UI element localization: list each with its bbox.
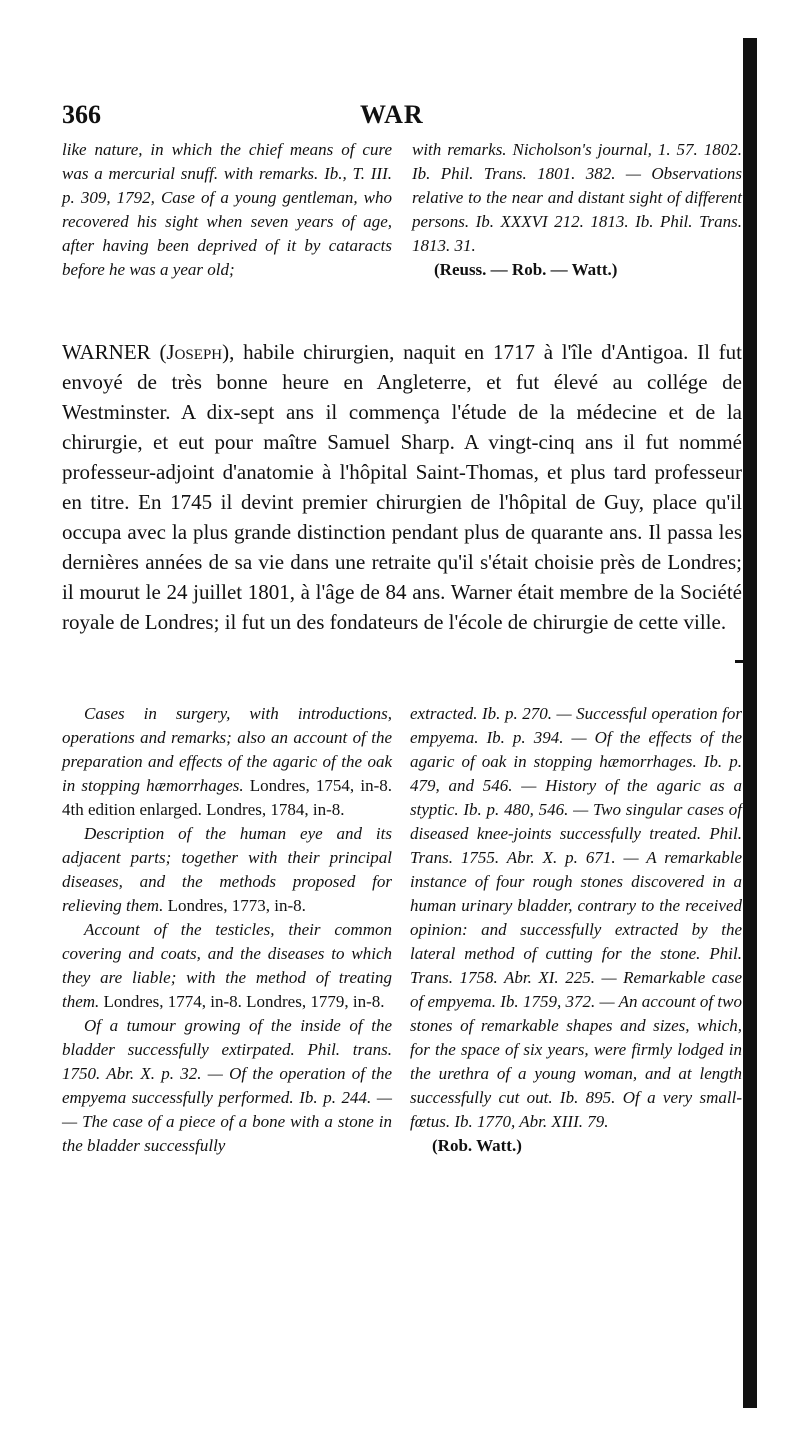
biography-given-name: (Joseph)	[159, 340, 230, 364]
top-right-column	[412, 138, 742, 282]
entry-title: Account of the testicles, their common covering and coats, and the diseases to which they are liable; with the method of treating them.	[62, 920, 392, 1011]
bottom-right-column	[410, 702, 742, 1158]
bibliography-entry	[62, 702, 392, 822]
entry-publication: Londres, 1754, in-8. 4th edition enlarged. Londres, 1784, in-8.	[62, 776, 392, 819]
top-right-text: with remarks. Nicholson's journal, 1. 57. 1802. Ib. Phil. Trans. 1801. 382. — Observations relative to the near and distant sight of different persons. Ib. XXXVI 212. 1813. Ib. Phil. Trans. 1813. 31.	[412, 140, 742, 255]
entry-publication: Londres, 1774, in-8. Londres, 1779, in-8.	[99, 992, 385, 1011]
top-right-credit: (Reuss. — Rob. — Watt.)	[434, 260, 618, 279]
entry-title: Of a tumour growing of the inside of the bladder successfully extirpated. Phil. trans. 1750. Abr. X. p. 32. — Of the operation of the empyema successfully performed. Ib. p. 244. — — The case of a piece of a bone with a stone in the bladder successfully	[62, 1016, 392, 1155]
biography-name: WARNER	[62, 340, 151, 364]
bottom-right-text: extracted. Ib. p. 270. — Successful operation for empyema. Ib. p. 394. — Of the effects of the agaric of oak in stopping hæmorrhages. Ib. p. 479, and 546. — History of the agaric as a styptic. Ib. p. 480, 546. — Two singular cases of diseased knee-joints successfully treated. Phil. Trans. 1755. Abr. X. p. 671. — A remarkable instance of four rough stones discovered in a human urinary bladder, contrary to the received opinion: and successfully extracted by the lateral method of cutting for the stone. Phil. Trans. 1758. Abr. XI. 225. — Remarkable case of empyema. Ib. 1759, 372. — An account of two stones of remarkable shapes and sizes, which, for the space of six years, were firmly lodged in the urethra of a young woman, and at length successfully cut out. Ib. 895. Of a very small-fœtus. Ib. 1770, Abr. XIII. 79.	[410, 704, 742, 1131]
bibliography-entry	[62, 1014, 392, 1158]
bibliography-entry	[62, 918, 392, 1014]
biography-paragraph	[62, 337, 742, 637]
entry-title: Cases in surgery, with introductions, operations and remarks; also an account of the preparation and effects of the agaric of the oak in stopping hæmorrhages.	[62, 704, 392, 795]
top-left-column	[62, 138, 392, 282]
scan-edge-bar	[743, 38, 757, 1408]
page-number: 366	[62, 100, 101, 129]
bottom-right-credit: (Rob. Watt.)	[432, 1136, 522, 1155]
running-head: WAR	[360, 100, 424, 129]
top-left-text: like nature, in which the chief means of cure was a mercurial snuff. with remarks. Ib., T. III. p. 309, 1792, Case of a young gentleman, who recovered his sight when seven years of age, after having been deprived of it by cataracts before he was a year old;	[62, 140, 392, 279]
scan-edge-tick	[735, 660, 745, 663]
bottom-left-column	[62, 702, 392, 1158]
entry-title: Description of the human eye and its adjacent parts; together with their principal diseases, and the methods proposed for relieving them.	[62, 824, 392, 915]
entry-publication: Londres, 1773, in-8.	[163, 896, 306, 915]
bibliography-entry	[62, 822, 392, 918]
biography-text: , habile chirurgien, naquit en 1717 à l'île d'Antigoa. Il fut envoyé de très bonne heure en Angleterre, et fut élevé au collége de Westminster. A dix-sept ans il commença l'étude de la médecine et de la chirurgie, et eut pour maître Samuel Sharp. A vingt-cinq ans il fut nommé professeur-adjoint d'anatomie à l'hôpital Saint-Thomas, et plus tard professeur en titre. En 1745 il devint premier chirurgien de l'hôpital de Guy, place qu'il occupa avec la plus grande distinction pendant plus de quarante ans. Il passa les dernières années de sa vie dans une retraite qu'il s'était choisie près de Londres; il mourut le 24 juillet 1801, à l'âge de 84 ans. Warner était membre de la Société royale de Londres; il fut un des fondateurs de l'école de chirurgie de cette ville.	[62, 340, 743, 634]
